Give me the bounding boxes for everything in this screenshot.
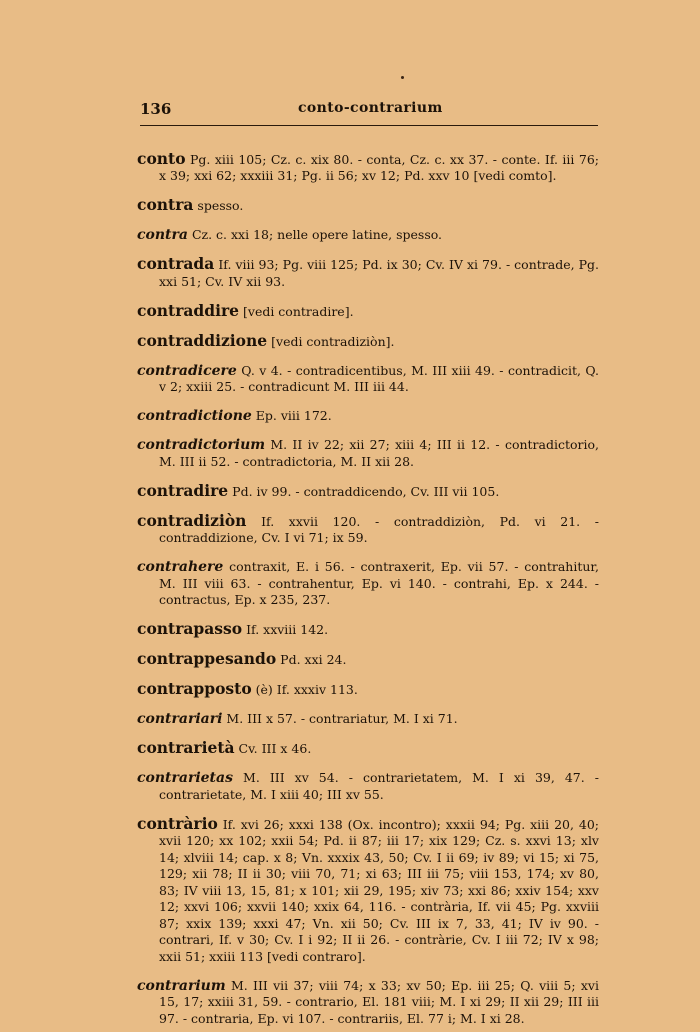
page-header <box>140 100 600 124</box>
headword: contràrio <box>137 813 218 833</box>
headword: contradictorium <box>137 437 266 453</box>
headword: contradictione <box>137 408 252 424</box>
headword: contradiziòn <box>137 510 247 530</box>
entry <box>137 227 599 244</box>
entry <box>137 651 599 669</box>
entry-text: M. II iv 22; xii 27; xiii 4; III ii 12. - contradictorio, M. III ii 52. - contradictoria, M. II xii 28. <box>159 437 599 469</box>
entry <box>137 510 599 547</box>
headword: contrappesando <box>137 649 277 668</box>
entry <box>137 813 599 966</box>
entry-text: Q. v 4. - contradicentibus, M. III xiii 49. - contradicit, Q. v 2; xxiii 25. - contradicunt M. III iii 44. <box>159 362 599 394</box>
headword: contrapasso <box>137 619 243 638</box>
entry <box>137 330 599 351</box>
entry <box>137 148 599 185</box>
entry-text: (è) If. xxxiv 113. <box>255 682 358 697</box>
entry-text: If. xxvii 120. - contraddiziòn, Pd. vi 21. - contraddizione, Cv. I vi 71; ix 59. <box>159 513 599 545</box>
entry-text: If. viii 93; Pg. viii 125; Pd. ix 30; Cv. IV xi 79. - contrade, Pg. xxi 51; Cv. IV xii 93. <box>159 257 599 289</box>
headword: conto <box>137 148 186 168</box>
headword: contra <box>137 227 188 243</box>
ink-dot <box>401 76 404 79</box>
headword: contradicere <box>137 362 237 379</box>
entry <box>137 480 599 501</box>
entry <box>137 408 599 425</box>
headword: contraddizione <box>137 330 268 350</box>
entry-text: If. xvi 26; xxxi 138 (Ox. incontro); xxxii 94; Pg. xiii 20, 40; xvii 120; xx 102; xxii 54; Pd. ii 87; iii 17; xix 129; Cz. s. xxvi 13; xlv 14; xlviii 14; cap. x 8; Vn. xxxix 43, 50; Cv. I ii 69; iv 89; vi 15; xi 75, 129; xii 78; II ii 30; viii 70, 71; xi 63; III iii 75; viii 153, 174; xv 80, 83; IV viii 13, 15, 81; x 101; xii 29, 195; xiv 73; xxi 86; xxiv 154; xxv 12; xxvi 106; xxvii 140; xxix 64, 116. - contrària, If. vii 45; Pg. xxviii 87; xxix 139; xxxi 47; Vn. xii 50; Cv. III ix 7, 33, 41; IV iv 90. - contrari, If. v 30; Cv. I i 92; II ii 26. - contràrie, Cv. I iii 72; IV x 98; xxii 51; xxiii 113 [vedi contraro]. <box>159 816 599 964</box>
entry <box>137 978 599 1028</box>
headword: contrada <box>137 254 215 273</box>
headword: contrarietà <box>137 738 235 757</box>
headword: contrarium <box>137 977 226 994</box>
entry <box>137 559 599 609</box>
entry <box>137 740 599 758</box>
headword: contrahere <box>137 559 224 575</box>
entry <box>137 256 599 290</box>
entry <box>137 197 599 215</box>
entry-text: M. III x 57. - contrariatur, M. I xi 71. <box>226 711 458 726</box>
entry <box>137 363 599 396</box>
headword: contra <box>137 195 194 214</box>
entry <box>137 300 599 321</box>
entry-text: Pd. iv 99. - contraddicendo, Cv. III vii 105. <box>232 483 500 499</box>
headword: contrarietas <box>137 770 233 786</box>
entry-text: [vedi contradire]. <box>243 303 354 319</box>
entry-text: If. xxviii 142. <box>246 622 329 637</box>
headword: contrariari <box>137 711 223 727</box>
page-number: 136 <box>140 100 172 118</box>
entry-text: Cz. c. xxi 18; nelle opere latine, spesso. <box>191 227 443 242</box>
running-title: conto-contrarium <box>298 100 443 116</box>
entry-text: contraxit, E. i 56. - contraxerit, Ep. vii 57. - contrahitur, M. III viii 63. - contrahentur, Ep. vi 140. - contrahi, Ep. x 244. - contractus, Ep. x 235, 237. <box>159 559 599 607</box>
entry-text: M. III xv 54. - contrarietatem, M. I xi 39, 47. - contrarietate, M. I xiii 40; III xv 55. <box>159 770 599 802</box>
header-rule <box>140 125 598 126</box>
entry <box>137 437 599 470</box>
entry-text: Ep. viii 172. <box>255 408 332 423</box>
entry-list <box>137 138 599 1032</box>
entry <box>137 681 599 699</box>
entry-text: [vedi contradiziòn]. <box>271 333 395 349</box>
entry <box>137 711 599 728</box>
entry-text: M. III vii 37; viii 74; x 33; xv 50; Ep. iii 25; Q. viii 5; xvi 15, 17; xxiii 31, 59. - contrario, El. 181 viii; M. I xi 29; II xii 29; III iii 97. - contraria, Ep. vi 107. - contrariis, El. 77 i; M. I xi 28. <box>159 977 599 1026</box>
entry-text: Cv. III x 46. <box>238 741 312 756</box>
entry-text: Pg. xiii 105; Cz. c. xix 80. - conta, Cz. c. xx 37. - conte. If. iii 76; x 39; xxi 62; xxxiii 31; Pg. ii 56; xv 12; Pd. xxv 10 [vedi comto]. <box>159 151 599 183</box>
headword: contraddire <box>137 300 240 320</box>
headword: contradire <box>137 480 229 500</box>
entry <box>137 770 599 803</box>
entry-text: Pd. xxi 24. <box>280 652 347 667</box>
entry-text: spesso. <box>197 198 244 213</box>
headword: contrapposto <box>137 679 252 698</box>
entry <box>137 621 599 639</box>
